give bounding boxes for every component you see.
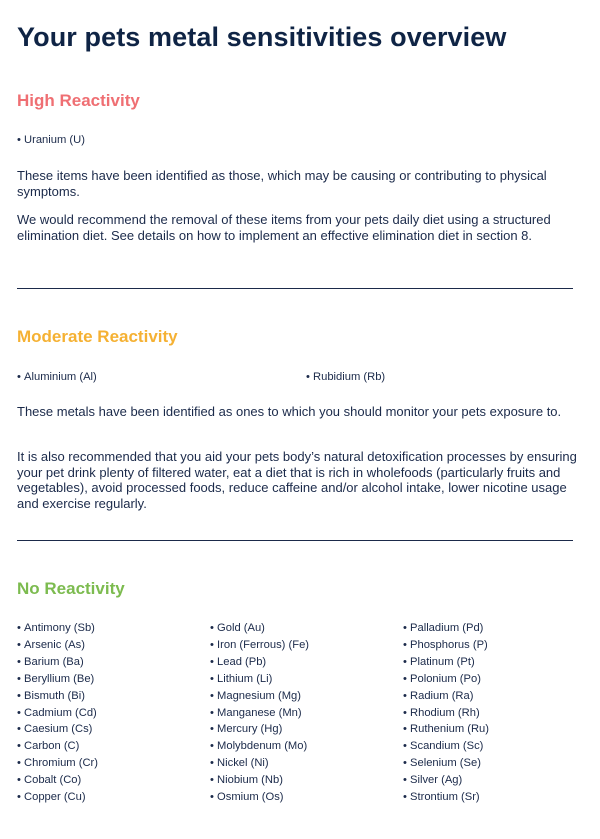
list-item: • Iron (Ferrous) (Fe) xyxy=(210,637,309,654)
no-reactivity-column-1 xyxy=(17,620,98,806)
list-item: • Bismuth (Bi) xyxy=(17,688,98,705)
list-item: • Silver (Ag) xyxy=(403,772,489,789)
list-item: • Manganese (Mn) xyxy=(210,705,309,722)
list-item: • Palladium (Pd) xyxy=(403,620,489,637)
list-item: • Lead (Pb) xyxy=(210,654,309,671)
list-item: • Strontium (Sr) xyxy=(403,789,489,806)
list-item: • Radium (Ra) xyxy=(403,688,489,705)
moderate-item-aluminium: • Aluminium (Al) xyxy=(17,369,97,386)
list-item: • Lithium (Li) xyxy=(210,671,309,688)
list-item: • Rhodium (Rh) xyxy=(403,705,489,722)
list-item: • Platinum (Pt) xyxy=(403,654,489,671)
list-item: • Ruthenium (Ru) xyxy=(403,721,489,738)
high-description: These items have been identified as those, which may be causing or contributing to physical symptoms. xyxy=(17,168,547,199)
moderate-recommendation: It is also recommended that you aid your pets body’s natural detoxification processes by ensuring your pet drink plenty of filtered water, eat a diet that is rich in wholefoods (particularly fruits and vegetables), avoid processed foods, reduce caffeine and/or alcohol intake, lower nicotine usage and exercise regularly. xyxy=(17,449,577,511)
no-reactivity-column-3 xyxy=(403,620,489,806)
list-item: • Copper (Cu) xyxy=(17,789,98,806)
no-reactivity-heading: No Reactivity xyxy=(17,579,125,598)
list-item: • Barium (Ba) xyxy=(17,654,98,671)
list-item: • Scandium (Sc) xyxy=(403,738,489,755)
list-item: • Arsenic (As) xyxy=(17,637,98,654)
list-item: • Selenium (Se) xyxy=(403,755,489,772)
list-item: • Gold (Au) xyxy=(210,620,309,637)
list-item: • Mercury (Hg) xyxy=(210,721,309,738)
no-reactivity-column-2 xyxy=(210,620,309,806)
moderate-reactivity-heading: Moderate Reactivity xyxy=(17,327,178,346)
list-item: • Carbon (C) xyxy=(17,738,98,755)
list-item: • Magnesium (Mg) xyxy=(210,688,309,705)
moderate-description: These metals have been identified as ones to which you should monitor your pets exposure to. xyxy=(17,404,562,419)
list-item: • Nickel (Ni) xyxy=(210,755,309,772)
high-recommendation: We would recommend the removal of these items from your pets daily diet using a structured elimination diet. See details on how to implement an effective elimination diet in section 8. xyxy=(17,212,551,243)
list-item: • Molybdenum (Mo) xyxy=(210,738,309,755)
list-item: • Cobalt (Co) xyxy=(17,772,98,789)
list-item: • Osmium (Os) xyxy=(210,789,309,806)
moderate-item-rubidium: • Rubidium (Rb) xyxy=(306,369,385,386)
page-title: Your pets metal sensitivities overview xyxy=(17,22,507,52)
list-item: • Cadmium (Cd) xyxy=(17,705,98,722)
list-item: • Phosphorus (P) xyxy=(403,637,489,654)
high-reactivity-heading: High Reactivity xyxy=(17,91,140,110)
list-item: • Antimony (Sb) xyxy=(17,620,98,637)
list-item: • Beryllium (Be) xyxy=(17,671,98,688)
list-item: • Caesium (Cs) xyxy=(17,721,98,738)
list-item: • Niobium (Nb) xyxy=(210,772,309,789)
list-item: • Chromium (Cr) xyxy=(17,755,98,772)
section-divider xyxy=(17,288,573,289)
list-item: • Polonium (Po) xyxy=(403,671,489,688)
high-item-uranium: • Uranium (U) xyxy=(17,132,85,149)
section-divider xyxy=(17,540,573,541)
